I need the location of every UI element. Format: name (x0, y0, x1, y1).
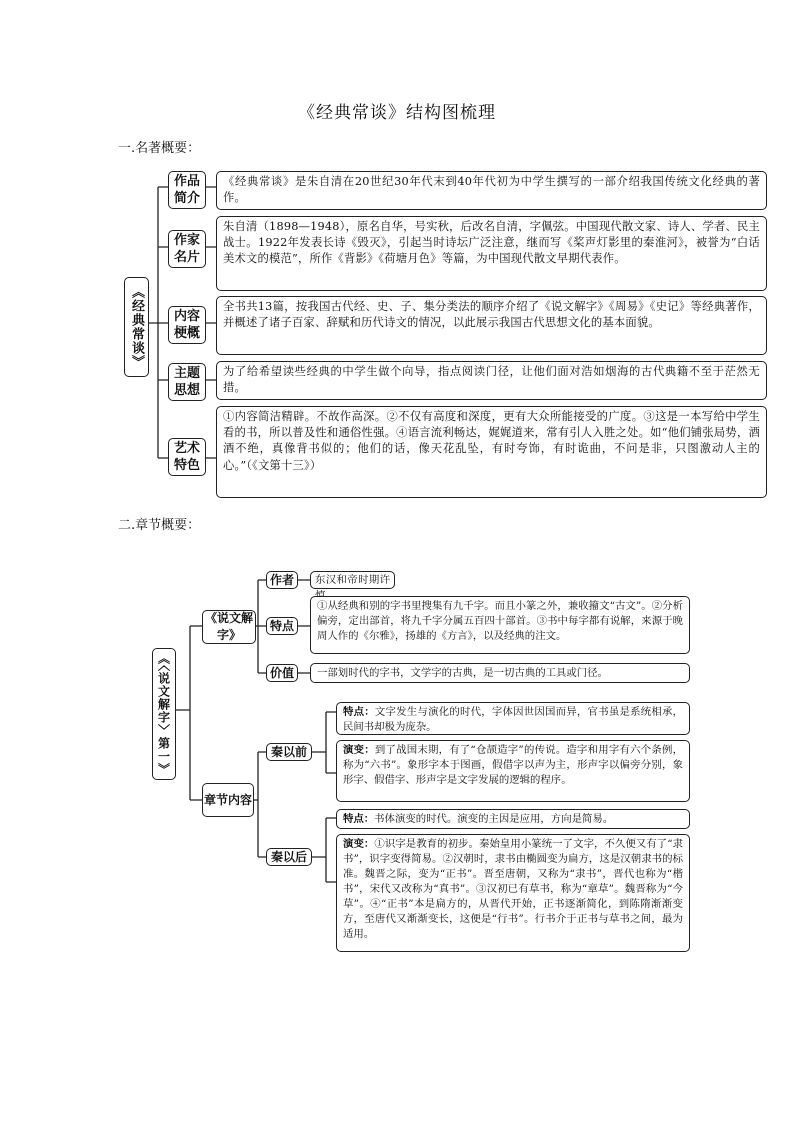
label-tedian: 特点 (266, 617, 298, 635)
chapter-root-node: 《〈说文解字〉第一》 (152, 648, 176, 780)
feature-head: 特点： (343, 813, 375, 825)
feature-text: 书体演变的时代。演变的主因是应用，方向是简易。 (374, 813, 614, 825)
book-root-node: 《经典常谈》 (124, 277, 149, 377)
label-summary: 内容梗概 (168, 306, 206, 344)
page-title: 《经典常谈》结构图梳理 (298, 103, 496, 123)
label-qin-after: 秦以后 (266, 848, 312, 866)
branch-chapter-content: 章节内容 (202, 783, 254, 817)
text-qin-after-feature (336, 809, 690, 829)
text-jiazhi: 一部划时代的字书，文学字的古典，是一切古典的工具或门径。 (310, 663, 690, 683)
text-intro: 《经典常谈》是朱自清在20世纪30年代末到40年代初为中学生撰写的一部介绍我国传统文化经典的著作。 (216, 171, 767, 210)
label-art: 艺术特色 (168, 438, 206, 476)
text-zuozhe: 东汉和帝时期许 (310, 571, 395, 589)
feature-head: 特点： (343, 706, 375, 718)
text-qin-after-evolution (336, 834, 690, 952)
section1-heading: 一.名著概要： (118, 141, 201, 156)
evolution-head: 演变： (343, 744, 375, 756)
label-intro: 作品简介 (168, 171, 206, 209)
text-tedian: ①从经典和别的字书里搜集有九千字。而且小篆之外，兼收籀文“古文”。②分析偏旁，定出部首，将九千字分属五百四十部首。③书中每字都有说解，来源于晚周人作的《尔雅》，扬雄的《方言》，以及经典的注文。 (310, 596, 690, 654)
section2-heading: 二.章节概要： (118, 518, 201, 533)
evolution-text: ①识字是教育的初步。秦始皇用小篆统一了文字，不久便又有了“隶书”，识字变得简易。②汉朝时，隶书由椭圆变为扁方，这是汉朝隶书的标准。魏晋之际，变为“正书”。晋至唐朝，又称为“隶书”，晋代也称为“楷书”，宋代又改称为“真书”。③汉初已有草书，称为“章草”。魏晋称为“今草”。④“正书”本是扁方的，从晋代开始，正书逐渐简化，到陈隋渐渐变方，至唐代又渐渐变长，这便是“行书”。行书介于正书与草书之间，最为适用。 (343, 838, 684, 940)
branch-shuowen: 《说文解字》 (202, 610, 256, 644)
label-theme: 主题思想 (168, 363, 206, 401)
label-jiazhi: 价值 (266, 664, 298, 682)
label-zuozhe: 作者 (266, 571, 298, 589)
label-author: 作家名片 (168, 230, 206, 268)
feature-text: 文字发生与演化的时代，字体因世因国而异，官书虽是系统相承，民间书却极为庞杂。 (343, 706, 684, 733)
evolution-head: 演变： (343, 838, 375, 850)
evolution-text: 到了战国末期，有了“仓颉造字”的传说。造字和用字有六个条例，称为“六书”。象形字本于图画，假借字以声为主，形声字以偏旁分别，象形字、假借字、形声字是文字发展的逻辑的程序。 (343, 744, 684, 786)
text-qin-before-feature (336, 702, 690, 735)
text-summary: 全书共13篇，按我国古代经、史、子、集分类法的顺序介绍了《说文解字》《周易》《史记》等经典著作，并概述了诸子百家、辞赋和历代诗文的情况，以此展示我国古代思想文化的基本面貌。 (216, 296, 767, 355)
label-qin-before: 秦以前 (266, 743, 312, 761)
text-art: ①内容简洁精辟。不故作高深。②不仅有高度和深度，更有大众所能接受的广度。③这是一本写给中学生看的书，所以普及性和通俗性强。④语言流利畅达，娓娓道来，常有引人入胜之处。如“他们铺张局势，酒酒不绝，真像背书似的；他们的话，像天花乱坠，有时夸饰，有时诡曲，不问是非，只图激动人主的心。”（《文第十三》） (216, 406, 767, 498)
text-theme: 为了给希望读些经典的中学生做个向导，指点阅读门径，让他们面对浩如烟海的古代典籍不至于茫然无措。 (216, 361, 767, 400)
text-author: 朱自清（1898—1948），原名自华，号实秋，后改名自清，字佩弦。中国现代散文家、诗人、学者、民主战士。1922年发表长诗《毁灭》，引起当时诗坛广泛注意，继而写《桨声灯影里的秦淮河》，被誉为“白话美术文的模范”，所作《背影》《荷塘月色》等篇，为中国现代散文早期代表作。 (216, 216, 767, 291)
text-qin-before-evolution (336, 740, 690, 802)
